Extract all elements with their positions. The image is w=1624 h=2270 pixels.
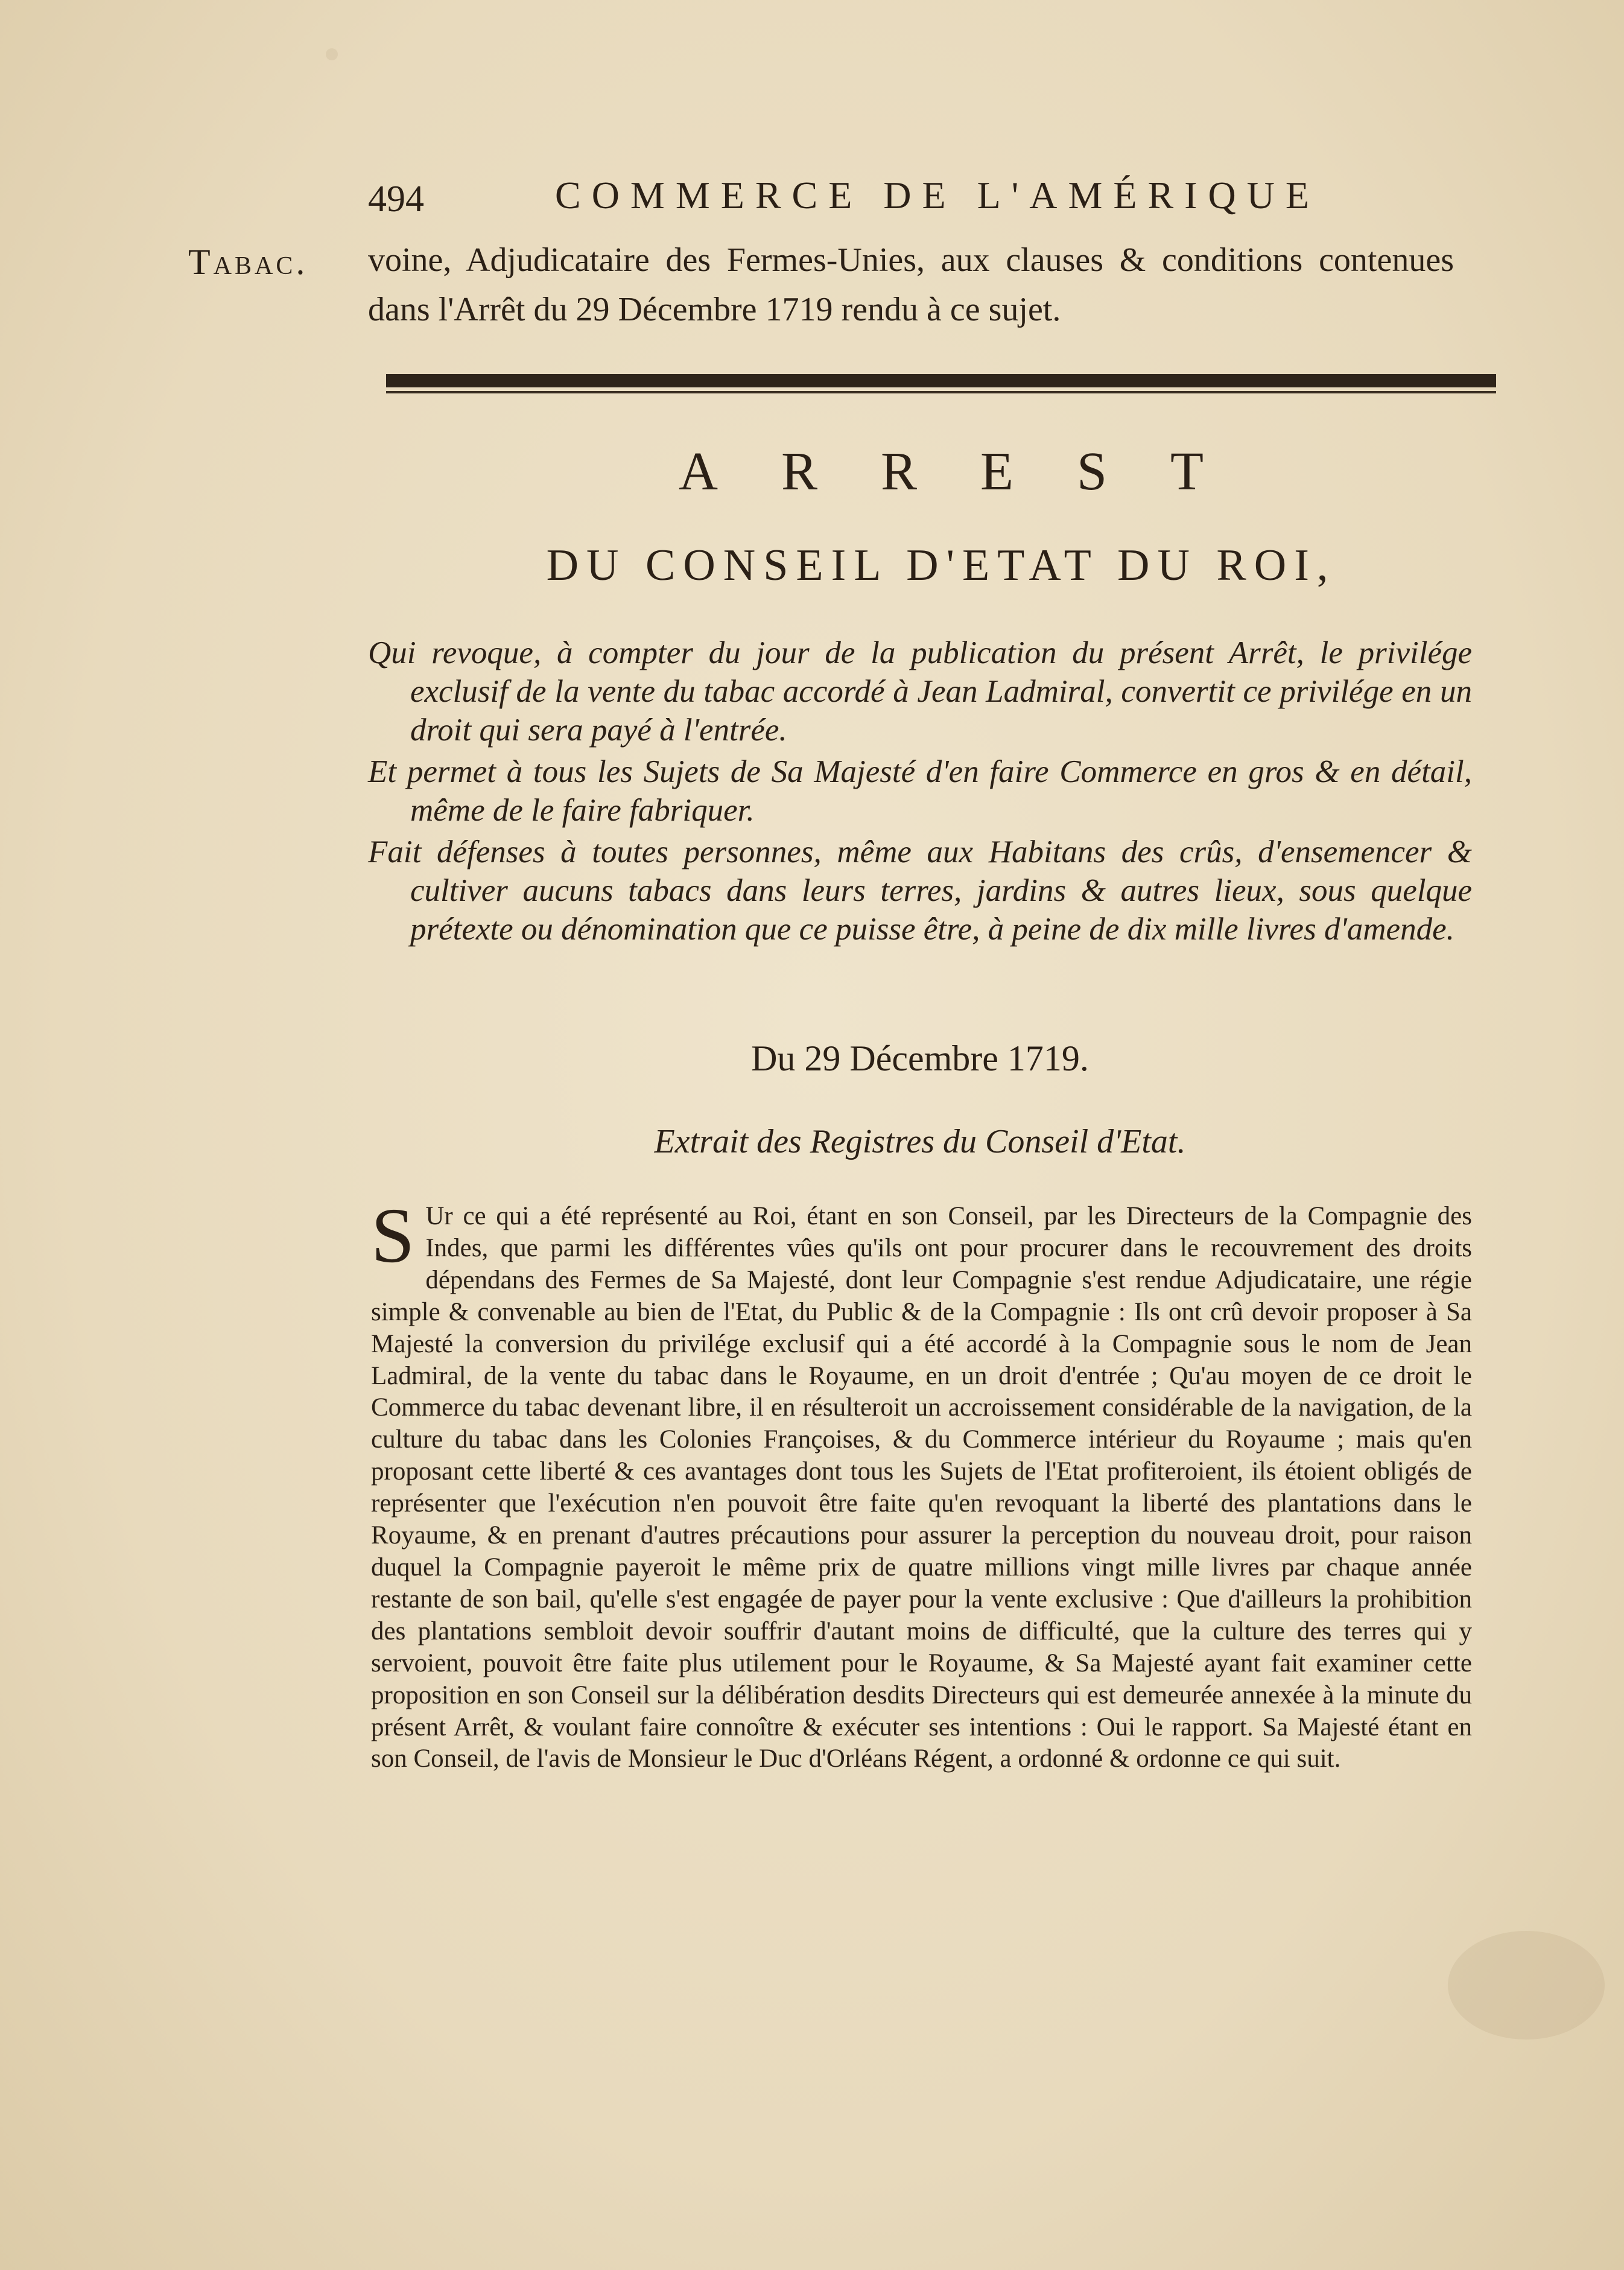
summary-paragraph: Qui revoque, à compter du jour de la publication du présent Arrêt, le privilége exclusif de la vente du tabac accordé à Jean Ladmiral, convertit ce privilége en un droit qui sera payé à l'entrée. [368,635,1472,748]
summary-paragraph: Fait défenses à toutes personnes, même aux Habitans des crûs, d'ensemencer & cultiver aucuns tabacs dans leurs terres, jardins & autres lieux, sous quelque prétexte ou dénomination que ce puisse être, à peine de dix mille livres d'amende. [368,835,1472,947]
running-title: COMMERCE DE L'AMÉRIQUE [555,174,1320,217]
page-header [368,166,1394,220]
decree-date: Du 29 Décembre 1719. [751,1038,1089,1078]
margin-note: Tabac. [188,242,308,282]
paper-spot [326,48,338,60]
decree-title: ARREST [678,442,1267,501]
paper-stain [1448,1931,1605,2040]
summary-paragraph: Et permet à tous les Sujets de Sa Majesté d'en faire Commerce en gros & en détail, même de le faire fabriquer. [368,754,1472,828]
extract-heading: Extrait des Registres du Conseil d'Etat. [654,1123,1186,1160]
page-number: 494 [368,179,424,220]
ornamental-rule [386,374,1496,387]
rule-line [386,391,1496,393]
decree-body [371,1192,1472,1775]
drop-cap: S [371,1192,415,1279]
decree-summary [368,634,1472,952]
body-paragraph: Ur ce qui a été représenté au Roi, étant en son Conseil, par les Directeurs de la Compagnie des Indes, que parmi les différentes vûes qu'ils ont pour procurer dans le recouvrement des droits dépendans des Fermes de Sa Majesté, dont leur Compagnie s'est rendue Adjudicataire, une régie simple & convenable au bien de l'Etat, du Public & de la Compagnie : Ils ont crû devoir proposer à Sa Majesté la conversion du privilége exclusif qui a été accordé à la Compagnie sous le nom de Jean Ladmiral, de la vente du tabac dans le Royaume, en un droit d'entrée ; Qu'au moyen de ce droit le Commerce du tabac devenant libre, il en résulteroit un accroissement considérable de la navigation, de la culture du tabac dans les Colonies Françoises, & du Commerce intérieur du Royaume ; mais qu'en proposant cette liberté & ces avantages dont tous les Sujets de l'Etat profiteroient, ils étoient obligés de représenter que l'exécution n'en pouvoit être faite qu'en revoquant la liberté des plantations dans le Royaume, & en prenant d'autres précautions pour assurer la perception du nouveau droit, pour raison duquel la Compagnie payeroit le même prix de quatre millions vingt mille livres par chaque année restante de son bail, qu'elle s'est engagée de payer pour la vente exclusive : Que d'ailleurs la prohibition des plantations sembloit devoir souffrir d'autant moins de difficulté, que la culture des terres qui y servoient, pouvoit être faite plus utilement pour le Royaume, & Sa Majesté ayant fait examiner cette proposition en son Conseil sur la délibération desdits Directeurs qui est demeurée annexée à la minute du présent Arrêt, & voulant faire connoître & exécuter ses intentions : Oui le rapport. Sa Majesté étant en son Conseil, de l'avis de Monsieur le Duc d'Orléans Régent, a ordonné & ordonne ce qui suit. [371,1202,1472,1773]
decree-subtitle: DU CONSEIL D'ETAT DU ROI, [546,541,1336,590]
previous-text: voine, Adjudicataire des Fermes-Unies, aux clauses & conditions contenues dans l'Arrêt du 29 Décembre 1719 rendu à ce sujet. [368,241,1454,328]
